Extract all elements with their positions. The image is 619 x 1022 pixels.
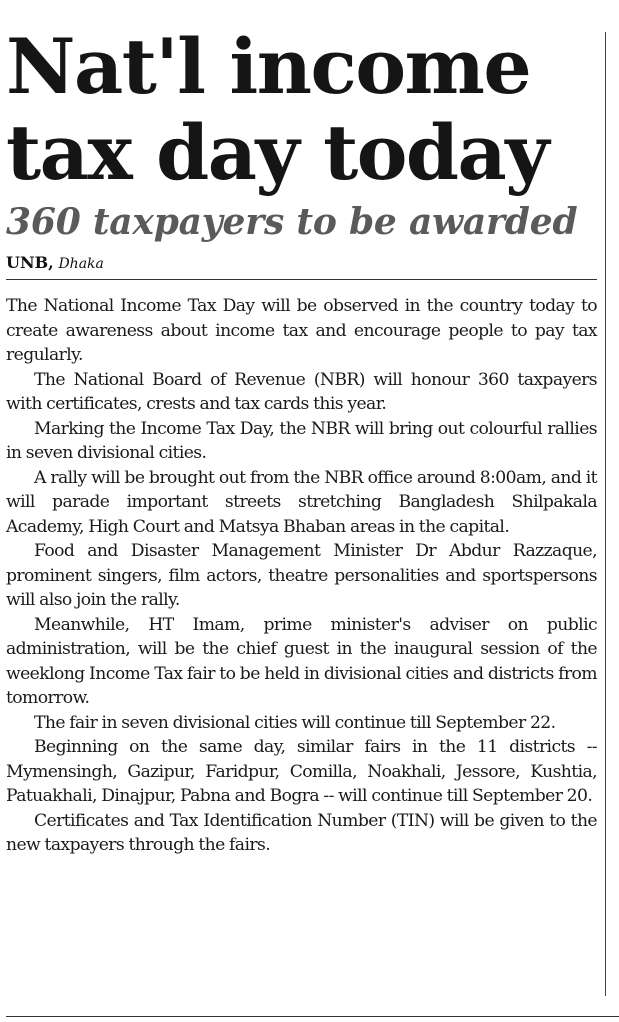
- byline-divider: [6, 279, 597, 280]
- body-paragraph: The National Board of Revenue (NBR) will honour 360 taxpayers with certificates, crests and tax cards this year.: [6, 369, 597, 414]
- body-paragraph: Marking the Income Tax Day, the NBR will bring out colourful rallies in seven divisional cities.: [6, 418, 597, 463]
- news-article: [6, 24, 597, 858]
- body-paragraph: Meanwhile, HT Imam, prime minister's adviser on public administration, will be the chief guest in the inaugural session of the weeklong Income Tax fair to be held in divisional cities and districts from tomorrow.: [6, 614, 597, 708]
- byline-agency: UNB,: [6, 253, 54, 272]
- byline-location: Dhaka: [58, 256, 104, 272]
- body-paragraph: The fair in seven divisional cities will continue till September 22.: [34, 712, 556, 733]
- body-paragraph: Certificates and Tax Identification Number (TIN) will be given to the new taxpayers through the fairs.: [6, 810, 597, 855]
- subheadline: 360 taxpayers to be awarded: [6, 201, 578, 243]
- article-body: [6, 294, 597, 858]
- body-paragraph: A rally will be brought out from the NBR office around 8:00am, and it will parade important streets stretching Bangladesh Shilpakala Academy, High Court and Matsya Bhaban areas in the capital.: [6, 467, 597, 537]
- body-paragraph: The National Income Tax Day will be observed in the country today to create awareness about income tax and encourage people to pay tax regularly.: [6, 296, 597, 365]
- column-divider: [605, 32, 606, 996]
- headline: Nat'l income tax day today: [6, 22, 548, 197]
- byline: [6, 253, 597, 274]
- body-paragraph: Food and Disaster Management Minister Dr Abdur Razzaque, prominent singers, film actors, theatre personalities and sportspersons will also join the rally.: [6, 541, 597, 610]
- body-paragraph: Beginning on the same day, similar fairs in the 11 districts -- Mymensingh, Gazipur, Faridpur, Comilla, Noakhali, Jessore, Kushtia, Patuakhali, Dinajpur, Pabna and Bogra -- will continue till September 20.: [6, 737, 597, 806]
- bottom-divider: [6, 1016, 619, 1017]
